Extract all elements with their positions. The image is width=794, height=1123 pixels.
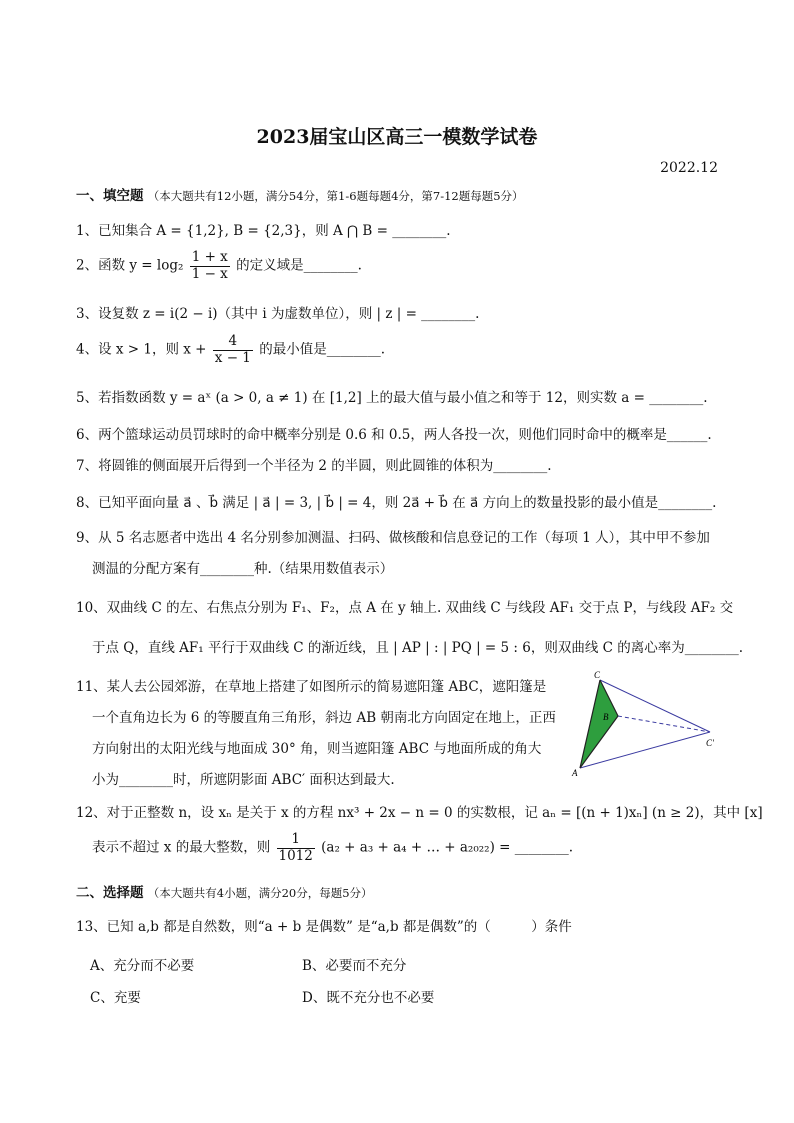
question-6: 6、两个篮球运动员罚球时的命中概率分别是 0.6 和 0.5，两人各投一次，则他们同时命中的概率是______.	[76, 427, 712, 443]
section-heading: 一、填空题	[76, 188, 144, 204]
label-B: B	[603, 712, 609, 722]
section-note: （本大题共有12小题，满分54分，第1-6题每题4分，第7-12题每题5分）	[147, 189, 524, 203]
section-heading: 二、选择题	[76, 885, 144, 901]
question-9-line-1: 9、从 5 名志愿者中选出 4 名分别参加测温、扫码、做核酸和信息登记的工作（每项 1 人），其中甲不参加	[76, 530, 710, 546]
question-10-line-1: 10、双曲线 C 的左、右焦点分别为 F₁、F₂，点 A 在 y 轴上. 双曲线 C 与线段 AF₁ 交于点 P，与线段 AF₂ 交	[76, 600, 734, 616]
question-10-line-2: 于点 Q，直线 AF₁ 平行于双曲线 C 的渐近线，且 | AP | : | PQ | = 5 : 6，则双曲线 C 的离心率为________.	[92, 640, 744, 656]
q12-denominator: 1012	[278, 847, 313, 864]
option-d: D、既不充分也不必要	[302, 990, 435, 1006]
label-C-prime: C'	[706, 738, 714, 748]
q12-fraction	[277, 832, 315, 864]
q2-numerator: 1 + x	[191, 249, 228, 265]
q12-numerator: 1	[277, 832, 315, 849]
q2-pre: 2、函数 y = log₂	[76, 257, 184, 274]
q4-post: 的最小值是________.	[259, 341, 385, 358]
edge-BC'	[618, 716, 710, 732]
q12-post: (a₂ + a₃ + a₄ + … + a₂₀₂₂) = ________.	[321, 839, 574, 856]
section-fill-in	[76, 184, 524, 204]
option-c: C、充要	[90, 990, 141, 1006]
question-13: 13、已知 a,b 都是自然数，则“a + b 是偶数” 是“a,b 都是偶数”的（ ）条件	[76, 919, 572, 935]
section-choice	[76, 881, 373, 901]
q4-fraction	[213, 334, 253, 366]
question-11-line-4: 小为________时，所遮阴影面 ABC′ 面积达到最大.	[92, 772, 395, 788]
question-12-line-2	[92, 832, 573, 864]
question-8: 8、已知平面向量 a⃗ 、b⃗ 满足 | a⃗ | = 3, | b⃗ | = 4，则 2a⃗ + b⃗ 在 a⃗ 方向上的数量投影的最小值是________.	[76, 495, 717, 511]
label-C: C	[594, 670, 601, 680]
q2-post: 的定义域是________.	[236, 257, 362, 274]
question-11-line-2: 一个直角边长为 6 的等腰直角三角形，斜边 AB 朝南北方向固定在地上，正西	[92, 710, 556, 726]
label-A: A	[572, 768, 578, 778]
question-3: 3、设复数 z = i(2 − i)（其中 i 为虚数单位），则 | z | = ________.	[76, 306, 480, 322]
q4-denominator: x − 1	[214, 349, 251, 366]
question-1: 1、已知集合 A = {1,2}, B = {2,3}，则 A ⋂ B = ________.	[76, 223, 451, 239]
section-note: （本大题共有4小题，满分20分，每题5分）	[147, 886, 373, 900]
question-11-line-1: 11、某人去公园郊游，在草地上搭建了如图所示的简易遮阳篷 ABC，遮阳篷是	[76, 679, 547, 695]
question-9-line-2: 测温的分配方案有________种.（结果用数值表示）	[92, 561, 394, 577]
q4-numerator: 4	[213, 334, 253, 351]
q12-pre: 表示不超过 x 的最大整数，则	[92, 839, 271, 856]
question-4	[76, 334, 385, 366]
option-b: B、必要而不充分	[302, 958, 407, 974]
question-2	[76, 250, 362, 282]
question-5: 5、若指数函数 y = aˣ (a > 0, a ≠ 1) 在 [1,2] 上的最大值与最小值之和等于 12，则实数 a = ________.	[76, 390, 708, 406]
awning-figure	[570, 668, 720, 780]
edge-CC'	[600, 680, 710, 732]
question-7: 7、将圆锥的侧面展开后得到一个半径为 2 的半圆，则此圆锥的体积为________.	[76, 458, 552, 474]
q2-denominator: 1 − x	[191, 265, 228, 282]
page-title: 2023届宝山区高三一模数学试卷	[256, 126, 538, 148]
question-11-line-3: 方向射出的太阳光线与地面成 30° 角，则当遮阳篷 ABC 与地面所成的角大	[92, 741, 542, 757]
question-12-line-1: 12、对于正整数 n，设 xₙ 是关于 x 的方程 nx³ + 2x − n = 0 的实数根，记 aₙ = [(n + 1)xₙ] (n ≥ 2)，其中 [x]	[76, 805, 763, 821]
exam-date: 2022.12	[660, 160, 718, 176]
q2-fraction	[190, 250, 230, 282]
option-a: A、充分而不必要	[90, 958, 195, 974]
q4-pre: 4、设 x > 1，则 x +	[76, 341, 207, 358]
